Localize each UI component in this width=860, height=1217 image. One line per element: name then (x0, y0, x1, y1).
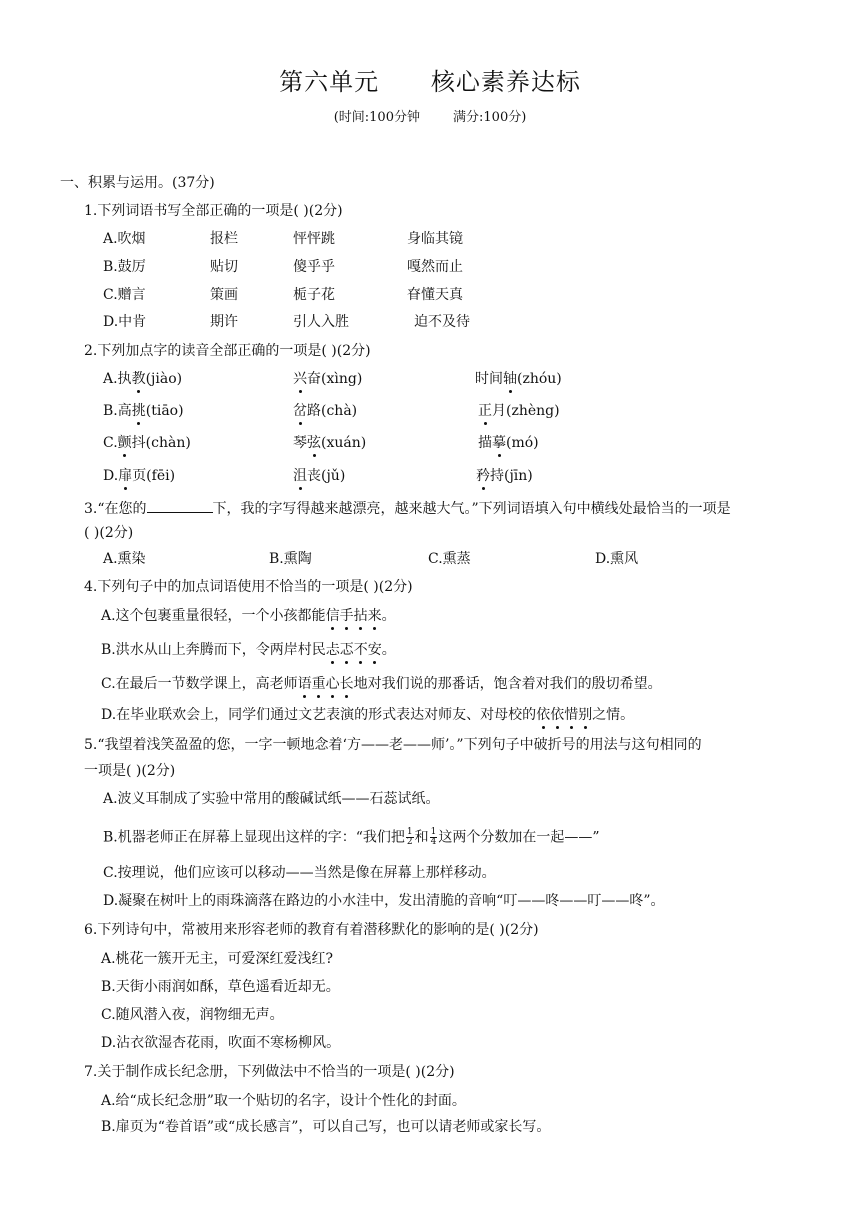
question-3-stem: 3.“在您的 下，我的字写得越来越漂亮，越来越大气。”下列词语填入句中横线处最恰当的一项是 (84, 498, 731, 518)
fraction-one-quarter: $\frac{1}{4}$ (430, 827, 437, 847)
q7-option-b: B.扉页为“卷首语”或“成长感言”，可以自己写，也可以请老师或家长写。 (101, 1119, 551, 1135)
q1-d-w4: 迫不及待 (414, 314, 470, 330)
q4-option-c: C.在最后一节数学课上，高老师语重心长地对我们说的那番话，饱含着对我们的殷切希望。 (101, 676, 662, 692)
q2-b-item3: 正月(zhèng) (478, 403, 560, 419)
q2-c-item2: 琴弦(xuán) (293, 435, 367, 451)
q1-d-w3: 引人入胜 (293, 314, 349, 330)
q5-option-c: C.按理说，他们应该可以移动——当然是像在屏幕上那样移动。 (103, 865, 496, 881)
q2-b-item1: B.高挑(tiāo) (103, 403, 184, 419)
question-1-stem: 1.下列词语书写全部正确的一项是( )(2分) (84, 203, 343, 219)
question-5-stem: 5.“我望着浅笑盈盈的您，一字一顿地念着‘方——老——师’。”下列句子中破折号的用法与这句相同的 (84, 737, 702, 753)
question-4-stem: 4.下列句子中的加点词语使用不恰当的一项是( )(2分) (84, 579, 413, 595)
q1-d-w1: D.中肯 (103, 314, 147, 330)
q6-option-d: D.沾衣欲湿杏花雨，吹面不寒杨柳风。 (101, 1035, 341, 1051)
q1-b-w3: 傻乎乎 (293, 259, 335, 275)
q6-option-a: A.桃花一簇开无主，可爱深红爱浅红? (101, 951, 334, 967)
section-heading: 一、积累与运用。(37分) (60, 175, 215, 191)
q1-a-w2: 报栏 (210, 231, 238, 247)
question-7-stem: 7.关于制作成长纪念册，下列做法中不恰当的一项是( )(2分) (84, 1064, 455, 1080)
q2-d-item1: D.扉页(fēi) (103, 468, 176, 484)
question-3-stem-cont: ( )(2分) (84, 525, 134, 541)
question-2-stem: 2.下列加点字的读音全部正确的一项是( )(2分) (84, 343, 371, 359)
q2-d-item2: 沮丧(jǔ) (293, 468, 346, 484)
q1-b-w2: 贴切 (210, 259, 238, 275)
answer-blank[interactable] (147, 498, 213, 513)
exam-info: (时间:100分钟 满分:100分) (333, 110, 527, 125)
q2-c-item1: C.颤抖(chàn) (103, 435, 191, 451)
q2-c-item3: 描摹(mó) (478, 435, 539, 451)
q1-b-w4: 嘎然而止 (407, 259, 463, 275)
q3-option-b: B.熏陶 (269, 551, 312, 567)
q1-a-w3: 怦怦跳 (293, 231, 335, 247)
q1-c-w1: C.赠言 (103, 287, 146, 303)
q2-a-item2: 兴奋(xìng) (293, 371, 363, 387)
q1-c-w2: 策画 (210, 287, 238, 303)
q2-b-item2: 岔路(chà) (293, 403, 358, 419)
q4-option-a: A.这个包裹重量很轻，一个小孩都能信手拈来。 (101, 608, 396, 624)
q3-option-a: A.熏染 (103, 551, 146, 567)
q3-option-c: C.熏蒸 (428, 551, 471, 567)
q2-a-item1: A.执教(jiào) (103, 371, 183, 387)
q5-option-d: D.凝聚在树叶上的雨珠滴落在路边的小水洼中，发出清脆的音响“叮——咚——叮——咚”。 (103, 893, 665, 909)
q1-a-w4: 身临其镜 (407, 231, 463, 247)
q5-option-b: B.机器老师正在屏幕上显现出这样的字：“我们把 $\frac{1}{2}$ 和 $\frac{1}{4}$ 这两个分数加在一起——” (103, 827, 600, 847)
q4-option-d: D.在毕业联欢会上，同学们通过文艺表演的形式表达对师友、对母校的依依惜别之情。 (101, 707, 635, 723)
q7-option-a: A.给“成长纪念册”取一个贴切的名字，设计个性化的封面。 (101, 1093, 466, 1109)
q1-b-w1: B.鼓厉 (103, 259, 146, 275)
q6-option-b: B.天街小雨润如酥，草色遥看近却无。 (101, 979, 340, 995)
q2-d-item3: 矜持(jīn) (476, 468, 533, 484)
fraction-one-half: $\frac{1}{2}$ (406, 827, 413, 847)
page-title: 第六单元 核心素养达标 (279, 68, 581, 96)
q1-d-w2: 期许 (210, 314, 238, 330)
question-6-stem: 6.下列诗句中，常被用来形容老师的教育有着潜移默化的影响的是( )(2分) (84, 922, 539, 938)
q1-a-w1: A.吹烟 (103, 231, 146, 247)
q2-a-item3: 时间轴(zhóu) (475, 371, 562, 387)
question-5-stem-cont: 一项是( )(2分) (84, 763, 176, 779)
q5-option-a: A.波义耳制成了实验中常用的酸碱试纸——石蕊试纸。 (103, 791, 440, 807)
q4-option-b: B.洪水从山上奔腾而下，令两岸村民忐忑不安。 (101, 642, 396, 658)
q1-c-w4: 眘懂天真 (407, 287, 463, 303)
q6-option-c: C.随风潜入夜，润物细无声。 (101, 1007, 284, 1023)
q1-c-w3: 栀子花 (293, 287, 335, 303)
q3-option-d: D.熏风 (595, 551, 639, 567)
